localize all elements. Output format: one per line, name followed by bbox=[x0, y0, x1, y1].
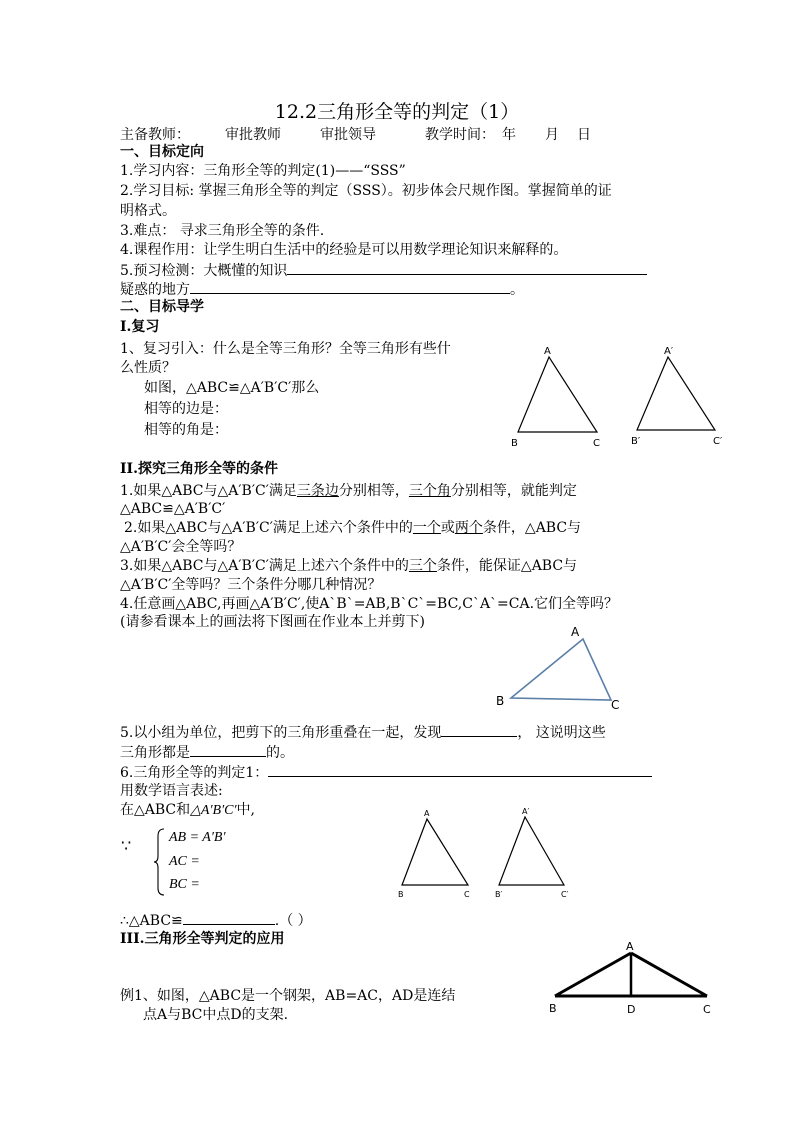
vertex-label-a: A bbox=[424, 809, 430, 818]
system-eq2: AC = bbox=[169, 854, 200, 869]
application-heading: III.三角形全等判定的应用 bbox=[120, 931, 285, 947]
vertex-label-c: C bbox=[703, 1003, 711, 1016]
review-q4: 相等的角是： bbox=[144, 422, 228, 438]
explore-3a: 3.如果△ABC与△A′B′C′满足上述六个条件中的三个条件，能保证△ABC与 bbox=[120, 558, 578, 574]
vertex-label-b: B bbox=[496, 694, 505, 708]
section1-heading: 一、目标定向 bbox=[120, 144, 204, 160]
vertex-label-d: D bbox=[627, 1003, 636, 1016]
s1-line3: 3.难点： 寻求三角形全等的条件. bbox=[120, 223, 325, 239]
triangle-abc bbox=[518, 357, 597, 432]
explore-1b: △ABC≌△A′B′C′ bbox=[120, 501, 226, 517]
explore-heading: II.探究三角形全等的条件 bbox=[120, 461, 278, 477]
vertex-label-c-prime: C′ bbox=[713, 436, 723, 447]
vertex-label-a: A bbox=[626, 940, 634, 953]
vertex-label-c-prime: C′ bbox=[561, 890, 569, 899]
s1-line4: 4.课程作用：让学生明白生活中的经验是可以用数学理论知识来解释的。 bbox=[120, 242, 568, 258]
vertex-label-a: A bbox=[544, 346, 551, 357]
figure-proof-triangles bbox=[392, 805, 592, 905]
s1-line2a: 2.学习目标: 掌握三角形全等的判定（SSS）。初步体会尺规作图。掌握简单的证 bbox=[120, 183, 612, 199]
answer-blank bbox=[190, 279, 510, 294]
vertex-label-b-prime: B′ bbox=[495, 890, 503, 899]
s1-line1: 1.学习内容：三角形全等的判定(1)——“SSS” bbox=[120, 163, 406, 179]
explore-2a: 2.如果△ABC与△A′B′C′满足上述六个条件中的一个或两个条件，△ABC与 bbox=[124, 520, 582, 536]
beam-ab bbox=[555, 953, 631, 996]
answer-blank bbox=[268, 762, 652, 777]
vertex-label-a-prime: A′ bbox=[664, 346, 674, 357]
page-title: 12.2三角形全等的判定（1） bbox=[274, 101, 520, 123]
header-day: 日 bbox=[577, 127, 591, 143]
explore-1a: 1.如果△ABC与△A′B′C′满足三条边分别相等，三个角分别相等，就能判定 bbox=[120, 483, 577, 499]
header-month: 月 bbox=[545, 127, 559, 143]
header-leader: 审批领导 bbox=[320, 127, 376, 143]
review-q1b: 么性质？ bbox=[120, 360, 176, 376]
vertex-label-b: B bbox=[398, 890, 404, 899]
example1-a: 例1、如图，△ABC是一个钢架，AB=AC，AD是连结 bbox=[120, 988, 456, 1004]
explore-7: 用数学语言表述: bbox=[120, 783, 223, 799]
system-eq1: AB = A′B′ bbox=[169, 830, 226, 845]
header-year: 年 bbox=[502, 127, 516, 143]
explore-5b: 三角形都是 的。 bbox=[120, 742, 294, 763]
because-symbol: ∵ bbox=[121, 836, 132, 855]
section2-heading: 二、目标导学 bbox=[120, 299, 204, 315]
vertex-label-c: C bbox=[593, 438, 600, 449]
vertex-label-c: C bbox=[611, 698, 620, 712]
explore-3b: △A′B′C′全等吗？三个条件分哪几种情况？ bbox=[120, 577, 382, 593]
review-q1a: 1、复习引入：什么是全等三角形？全等三角形有些什 bbox=[120, 341, 451, 357]
s1-line6: 疑惑的地方 。 bbox=[120, 279, 524, 300]
triangle-abc bbox=[511, 639, 611, 700]
example1-b: 点A与BC中点D的支架. bbox=[143, 1007, 289, 1023]
vertex-label-b-prime: B′ bbox=[631, 436, 641, 447]
figure-steel-frame bbox=[545, 938, 720, 1023]
vertex-label-c: C bbox=[464, 890, 470, 899]
answer-blank bbox=[190, 742, 266, 757]
beam-ac bbox=[631, 953, 707, 996]
vertex-label-b: B bbox=[511, 438, 518, 449]
system-eq3: BC = bbox=[169, 877, 200, 892]
answer-blank bbox=[441, 722, 517, 737]
header-reviewer: 审批教师 bbox=[225, 127, 281, 143]
vertex-label-a: A bbox=[571, 625, 580, 639]
answer-blank bbox=[287, 260, 647, 275]
explore-2b: △A′B′C′会全等吗？ bbox=[120, 539, 242, 555]
triangle-abc-prime bbox=[637, 357, 715, 430]
answer-blank bbox=[183, 910, 275, 925]
vertex-label-b: B bbox=[549, 1002, 557, 1015]
figure-arbitrary-triangle bbox=[490, 623, 640, 713]
explore-8: 在△ABC和△A′B′C′中, bbox=[120, 802, 255, 818]
therefore-line: ∴△ABC≌ .（ ） bbox=[120, 910, 312, 931]
review-heading: I.复习 bbox=[120, 319, 160, 335]
triangle-abc-prime bbox=[499, 817, 564, 885]
explore-5a: 5.以小组为单位，把剪下的三角形重叠在一起，发现 ， 这说明这些 bbox=[120, 722, 606, 743]
header-time-label: 教学时间： bbox=[425, 127, 495, 143]
explore-4b: (请参看课本上的画法将下图画在作业本上并剪下) bbox=[120, 614, 425, 630]
system-brace bbox=[154, 828, 166, 896]
s1-line5: 5.预习检测：大概懂的知识 bbox=[120, 260, 647, 281]
vertex-label-a-prime: A′ bbox=[522, 807, 530, 816]
figure-review-triangles bbox=[505, 340, 735, 450]
review-q3: 相等的边是： bbox=[144, 401, 228, 417]
header-teacher: 主备教师： bbox=[120, 127, 190, 143]
s1-line2b: 明格式。 bbox=[120, 203, 176, 219]
review-q2: 如图，△ABC≌△A′B′C′那么 bbox=[144, 380, 320, 396]
explore-6: 6.三角形全等的判定1： bbox=[120, 762, 652, 783]
explore-4a: 4.任意画△ABC,再画△A′B′C′,使A`B`=AB,B`C`=BC,C`A`=CA.它们全等吗？ bbox=[120, 596, 619, 612]
triangle-abc bbox=[402, 819, 468, 885]
